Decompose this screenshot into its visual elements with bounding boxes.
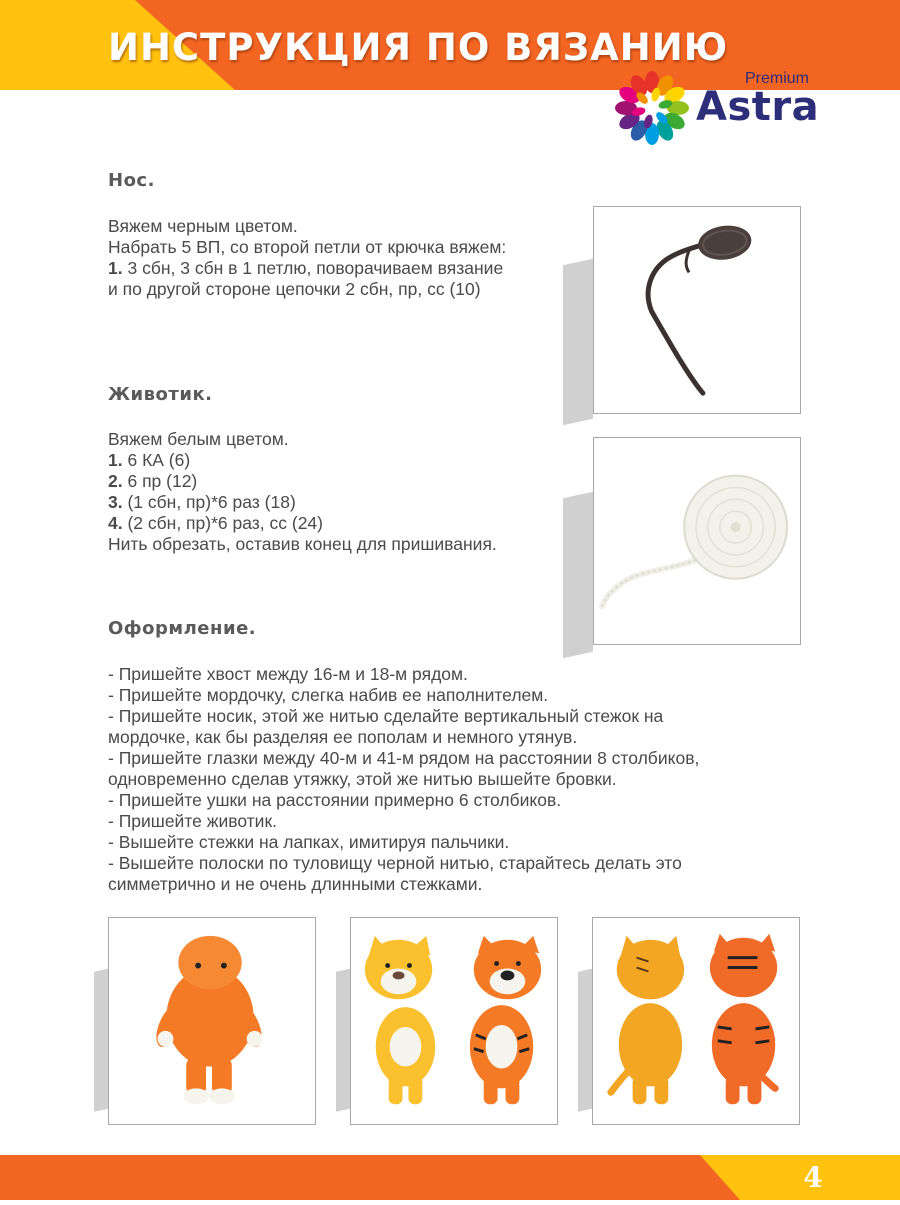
row-text: (2 сбн, пр)*6 раз, сс (24) <box>122 513 323 533</box>
row-text: 6 КА (6) <box>122 450 191 470</box>
text-line: - Вышейте полоски по туловищу черной нитью, старайтесь делать это <box>108 853 682 873</box>
page-number: 4 <box>803 1161 823 1194</box>
section-title-nose: Нос. <box>108 170 155 191</box>
belly-instructions <box>108 429 497 555</box>
row-line <box>108 513 497 534</box>
section-title-belly: Животик. <box>108 384 213 405</box>
assembly-instructions <box>108 664 699 895</box>
text-line: мордочке, как бы разделяя ее пополам и немного утянув. <box>108 727 578 747</box>
row-line <box>108 471 497 492</box>
section-title-assembly: Оформление. <box>108 618 257 639</box>
two-tigers-back-image <box>593 918 799 1124</box>
text-line: - Пришейте глазки между 40-м и 41-м рядом на расстоянии 8 столбиков, <box>108 748 700 768</box>
row-text: (1 сбн, пр)*6 раз (18) <box>122 492 296 512</box>
row-number: 3. <box>108 492 123 512</box>
text-line: Нить обрезать, оставив конец для пришивания. <box>108 534 497 554</box>
row-number: 2. <box>108 471 123 491</box>
photo-two-tigers-front <box>350 917 558 1125</box>
text-line: - Пришейте носик, этой же нитью сделайте вертикальный стежок на <box>108 706 664 726</box>
orange-doll-image <box>109 918 315 1124</box>
photo-body-doll <box>108 917 316 1125</box>
row-number: 1. <box>108 450 123 470</box>
text-line: Вяжем белым цветом. <box>108 429 289 449</box>
brand-logo <box>610 68 830 148</box>
text-line: симметрично и не очень длинными стежками. <box>108 874 483 894</box>
text-line: Вяжем черным цветом. <box>108 216 298 236</box>
text-line: - Пришейте хвост между 16-м и 18-м рядом. <box>108 664 468 684</box>
photo-shadow <box>563 492 593 658</box>
text-line: - Пришейте животик. <box>108 811 277 831</box>
brand-name: Astra <box>696 84 820 130</box>
row-number: 1. <box>108 258 123 278</box>
footer-background <box>0 1155 900 1200</box>
text-line: и по другой стороне цепочки 2 сбн, пр, сс (10) <box>108 279 481 299</box>
footer-banner <box>0 1155 900 1200</box>
row-line <box>108 492 497 513</box>
text-line: Набрать 5 ВП, со второй петли от крючка вяжем: <box>108 237 507 257</box>
row-text: 3 сбн, 3 сбн в 1 петлю, поворачиваем вязание <box>122 258 504 278</box>
row-line <box>108 258 506 279</box>
text-line: - Вышейте стежки на лапках, имитируя пальчики. <box>108 832 510 852</box>
crochet-nose-image <box>594 207 800 413</box>
brand-premium-label: Premium <box>745 70 810 87</box>
nose-instructions <box>108 216 506 300</box>
photo-shadow <box>563 259 593 425</box>
crochet-belly-image <box>594 438 800 644</box>
photo-nose <box>593 206 801 414</box>
photo-two-tigers-back <box>592 917 800 1125</box>
page-title: ИНСТРУКЦИЯ ПО ВЯЗАНИЮ <box>108 26 729 69</box>
row-text: 6 пр (12) <box>122 471 198 491</box>
photo-belly <box>593 437 801 645</box>
two-tigers-front-image <box>351 918 557 1124</box>
text-line: - Пришейте ушки на расстоянии примерно 6 столбиков. <box>108 790 562 810</box>
row-line <box>108 450 497 471</box>
flower-logo-icon <box>610 66 694 150</box>
row-number: 4. <box>108 513 123 533</box>
text-line: - Пришейте мордочку, слегка набив ее наполнителем. <box>108 685 549 705</box>
text-line: одновременно сделав утяжку, этой же нитью вышейте бровки. <box>108 769 617 789</box>
